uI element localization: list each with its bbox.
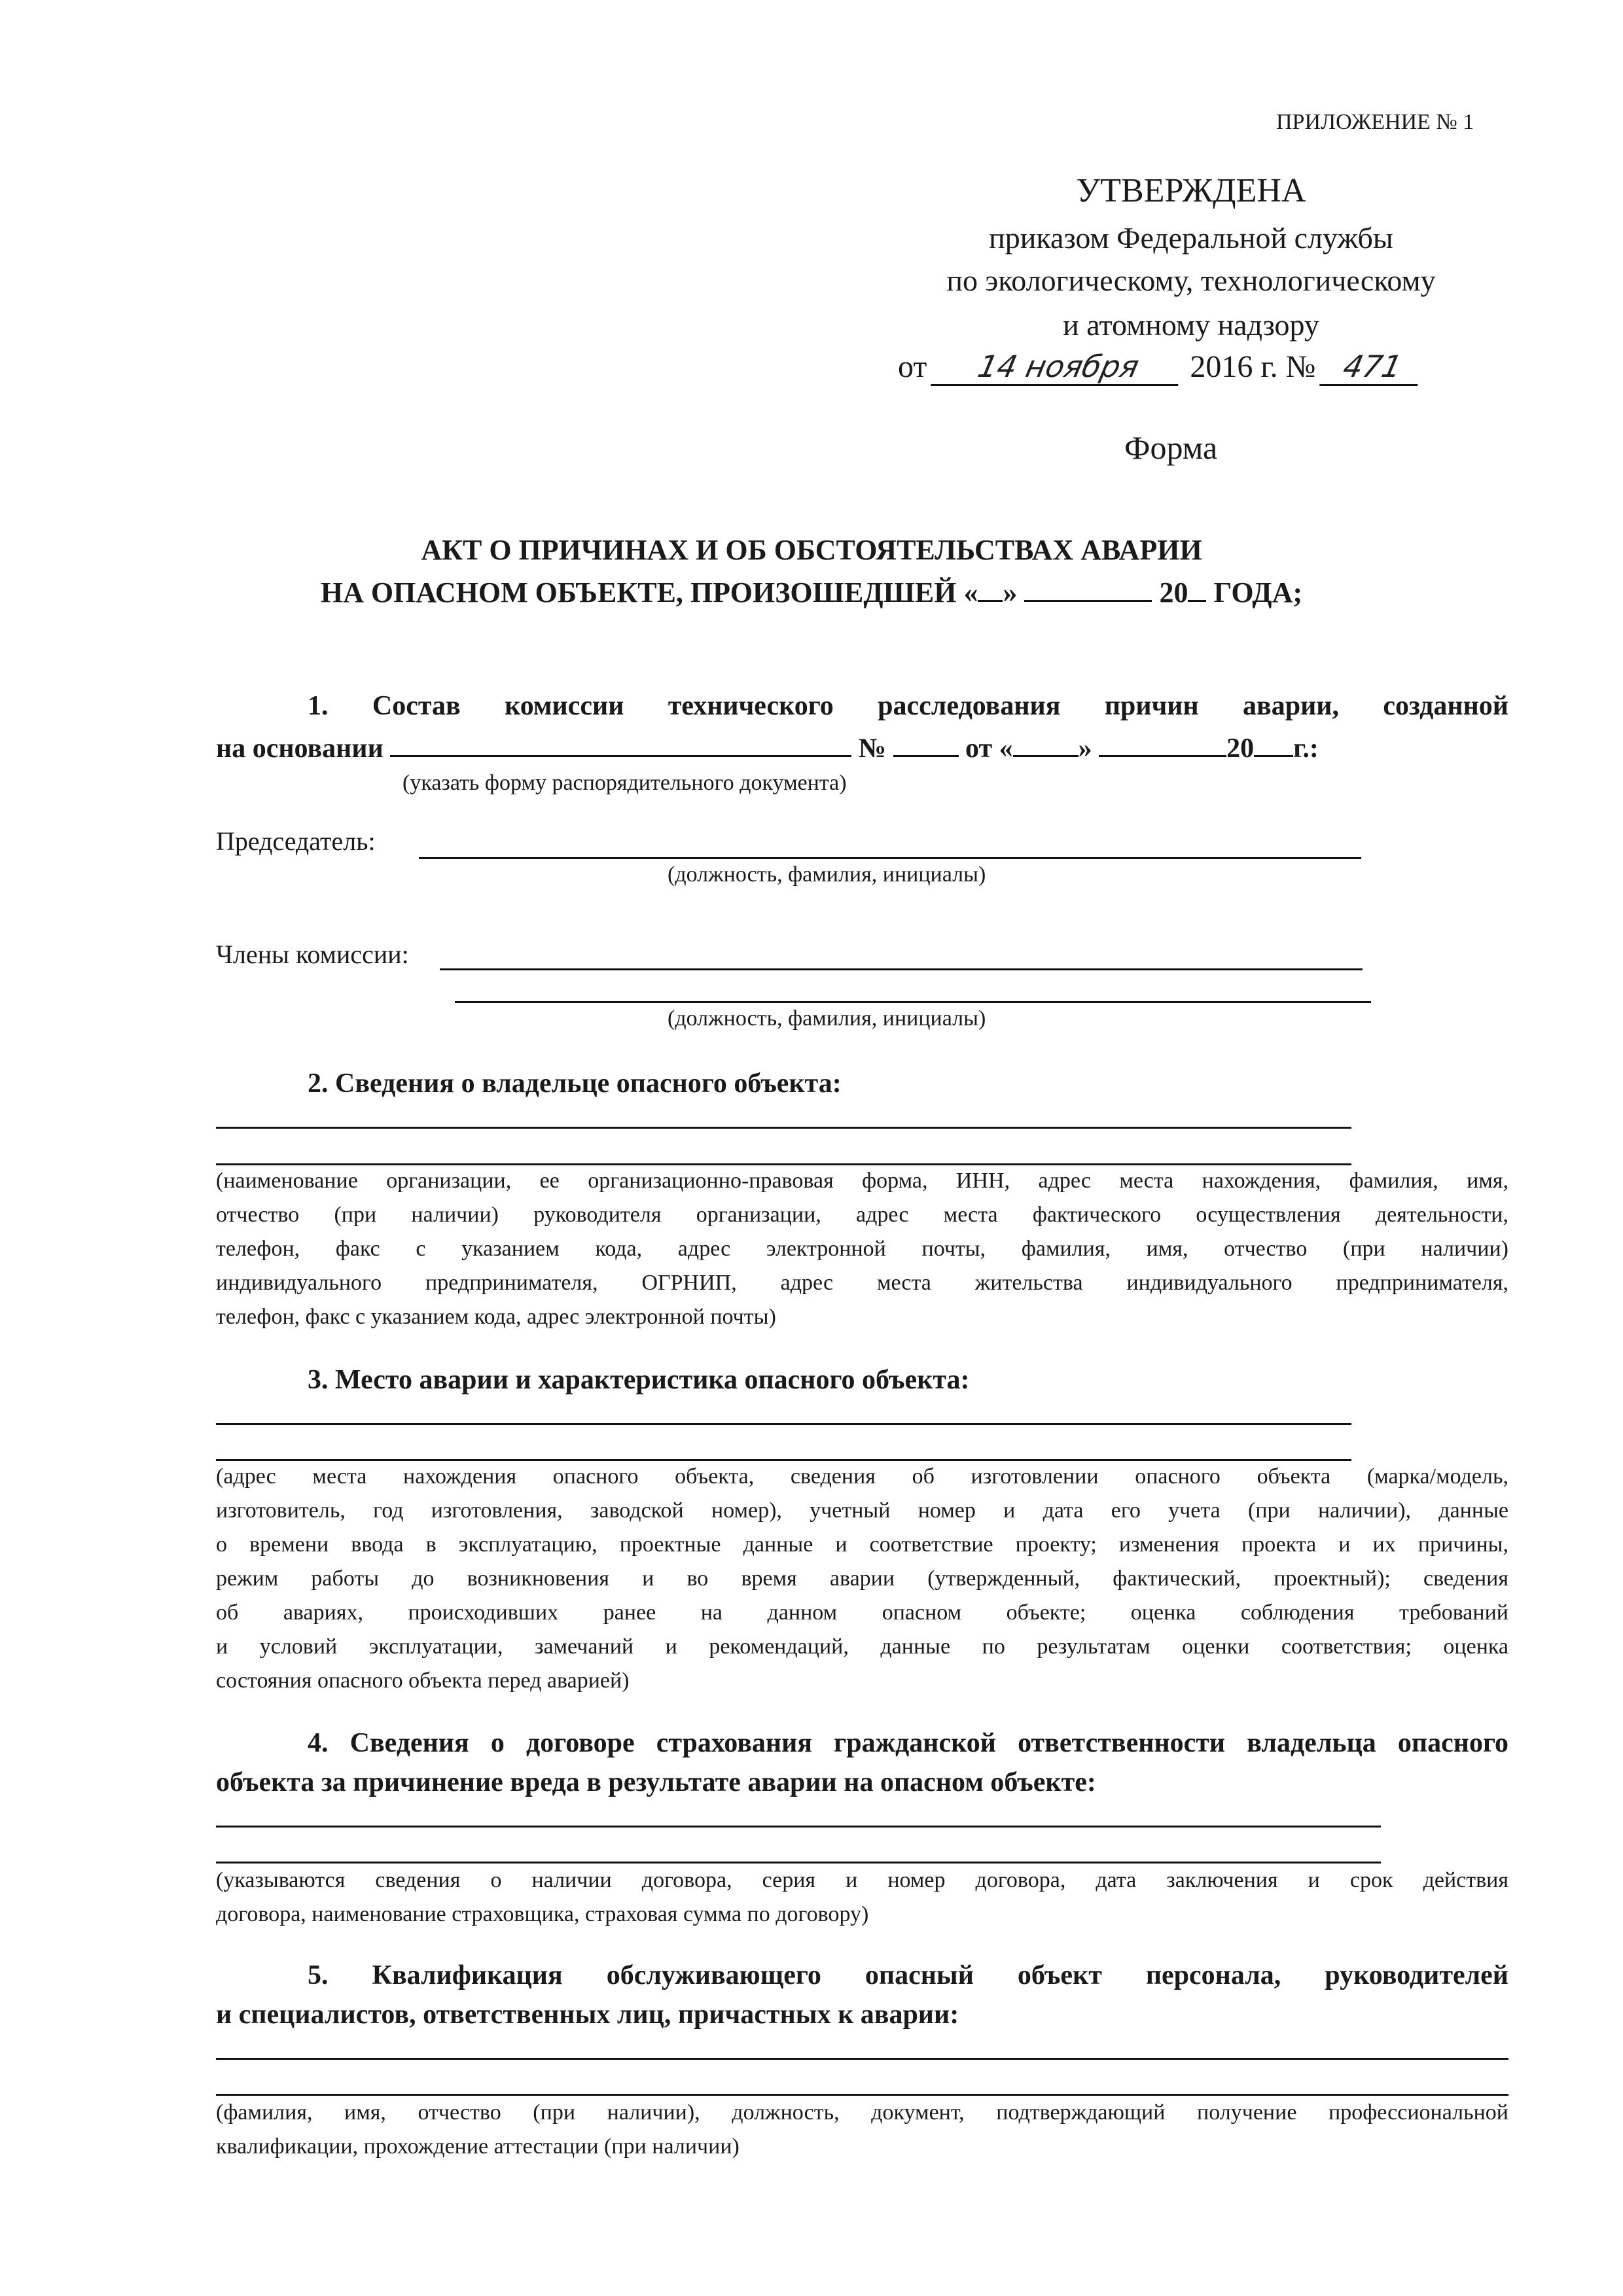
title-year-blank — [1188, 576, 1206, 602]
approved-order-line-1: приказом Федеральной службы — [989, 221, 1393, 255]
basis-month-field[interactable] — [1099, 732, 1226, 757]
order-date-handwritten: 14 ноября — [931, 349, 1186, 386]
order-date-line — [898, 349, 1421, 386]
title-quote-close: » — [1003, 576, 1018, 609]
date-from-label: от « — [965, 733, 1013, 764]
section2-hint-line-5: телефон, факс с указанием кода, адрес электронной почты) — [216, 1305, 776, 1329]
qualification-field-2[interactable] — [216, 2094, 1508, 2096]
members-field-1[interactable] — [440, 968, 1363, 970]
section3-hint-line-3: о времени ввода в эксплуатацию, проектные данные и соответствие проекту; изменения проекта и их причины, — [216, 1532, 1508, 1557]
section1-heading-line-1: 1. Состав комиссии технического расследования причин аварии, созданной — [308, 691, 1508, 721]
section2-hint-line-3: телефон, факс с указанием кода, адрес электронной почты, фамилия, имя, отчество (при наличии) — [216, 1237, 1508, 1261]
approved-order-line-2: по экологическому, технологическому — [946, 264, 1436, 297]
section3-heading: 3. Место аварии и характеристика опасного объекта: — [308, 1365, 970, 1395]
location-field-2[interactable] — [216, 1459, 1351, 1461]
order-from-label: от — [898, 349, 927, 384]
section3-hint-line-4: режим работы до возникновения и во время аварии (утвержденный, фактический, проектный); сведения — [216, 1566, 1508, 1591]
section3-hint-line-7: состояния опасного объекта перед аварией) — [216, 1669, 630, 1693]
members-hint: (должность, фамилия, инициалы) — [668, 1006, 986, 1031]
section4-heading-line-2: объекта за причинение вреда в результате аварии на опасном объекте: — [216, 1767, 1096, 1797]
insurance-field-1[interactable] — [216, 1826, 1381, 1828]
title-month-blank — [1024, 576, 1152, 602]
qualification-field-1[interactable] — [216, 2058, 1508, 2060]
section2-heading: 2. Сведения о владельце опасного объекта: — [308, 1069, 842, 1099]
chairman-label: Председатель: — [216, 826, 376, 856]
order-number-handwritten: 471 — [1319, 349, 1425, 386]
section3-hint-line-2: изготовитель, год изготовления, заводской номер), учетный номер и дата его учета (при наличии), данные — [216, 1498, 1508, 1523]
members-label: Члены комиссии: — [216, 940, 409, 969]
appendix-label: ПРИЛОЖЕНИЕ № 1 — [1276, 110, 1474, 134]
section1-basis-hint: (указать форму распорядительного документа) — [402, 771, 847, 795]
year-prefix: 20 — [1226, 733, 1255, 764]
basis-label: на основании — [216, 733, 383, 764]
chairman-field[interactable] — [419, 857, 1361, 859]
title-year-prefix: 20 — [1159, 576, 1188, 609]
title-day-blank — [978, 576, 1003, 602]
form-label: Форма — [1124, 429, 1218, 466]
section5-heading-line-1: 5. Квалификация обслуживающего опасный объект персонала, руководителей — [308, 1960, 1508, 1990]
act-title-text: НА ОПАСНОМ ОБЪЕКТЕ, ПРОИЗОШЕДШЕЙ « — [320, 576, 978, 609]
approved-title: УТВЕРЖДЕНА — [1076, 172, 1306, 209]
section5-heading-line-2: и специалистов, ответственных лиц, причастных к аварии: — [216, 2000, 959, 2030]
basis-day-field[interactable] — [1013, 732, 1079, 757]
owner-field-2[interactable] — [216, 1163, 1351, 1165]
section3-hint-line-1: (адрес места нахождения опасного объекта, сведения об изготовлении опасного объекта (марка/модель, — [216, 1464, 1508, 1489]
section4-hint-line-1: (указываются сведения о наличии договора, серия и номер договора, дата заключения и срок действия — [216, 1868, 1508, 1892]
approved-order-line-3: и атомному надзору — [1063, 308, 1319, 342]
section1-heading-line-2 — [216, 732, 1319, 764]
members-field-2[interactable] — [455, 1001, 1371, 1003]
basis-number-field[interactable] — [893, 732, 959, 757]
section3-hint-line-6: и условий эксплуатации, замечаний и рекомендаций, данные по результатам оценки соответствия; оценка — [216, 1634, 1508, 1659]
section2-hint-line-4: индивидуального предпринимателя, ОГРНИП, адрес места жительства индивидуального предпринимателя, — [216, 1271, 1508, 1295]
number-sign: № — [858, 733, 886, 764]
section4-hint-line-2: договора, наименование страховщика, страховая сумма по договору) — [216, 1902, 869, 1926]
act-title-line-1: АКТ О ПРИЧИНАХ И ОБ ОБСТОЯТЕЛЬСТВАХ АВАРИИ — [421, 534, 1202, 566]
owner-field-1[interactable] — [216, 1127, 1351, 1129]
basis-year-field[interactable] — [1254, 732, 1293, 757]
chairman-hint: (должность, фамилия, инициалы) — [668, 862, 986, 887]
insurance-field-2[interactable] — [216, 1862, 1381, 1863]
order-year-label: 2016 г. № — [1190, 349, 1316, 384]
act-title-line-2 — [0, 576, 1623, 609]
section4-heading-line-1: 4. Сведения о договоре страхования гражданской ответственности владельца опасного — [308, 1728, 1508, 1758]
section2-hint-line-2: отчество (при наличии) руководителя организации, адрес места фактического осуществления деятельности, — [216, 1203, 1508, 1227]
year-suffix: г.: — [1293, 733, 1319, 764]
section3-hint-line-5: об авариях, происходивших ранее на данном опасном объекте; оценка соблюдения требований — [216, 1600, 1508, 1625]
title-year-suffix: ГОДА; — [1213, 576, 1303, 609]
section2-hint-line-1: (наименование организации, ее организационно-правовая форма, ИНН, адрес места нахождения, фамилия, имя, — [216, 1169, 1508, 1193]
date-quote-close: » — [1078, 733, 1092, 764]
section5-hint-line-2: квалификации, прохождение аттестации (при наличии) — [216, 2134, 740, 2159]
basis-document-field[interactable] — [390, 732, 851, 757]
section5-hint-line-1: (фамилия, имя, отчество (при наличии), должность, документ, подтверждающий получение профессиональной — [216, 2100, 1508, 2125]
location-field-1[interactable] — [216, 1423, 1351, 1425]
